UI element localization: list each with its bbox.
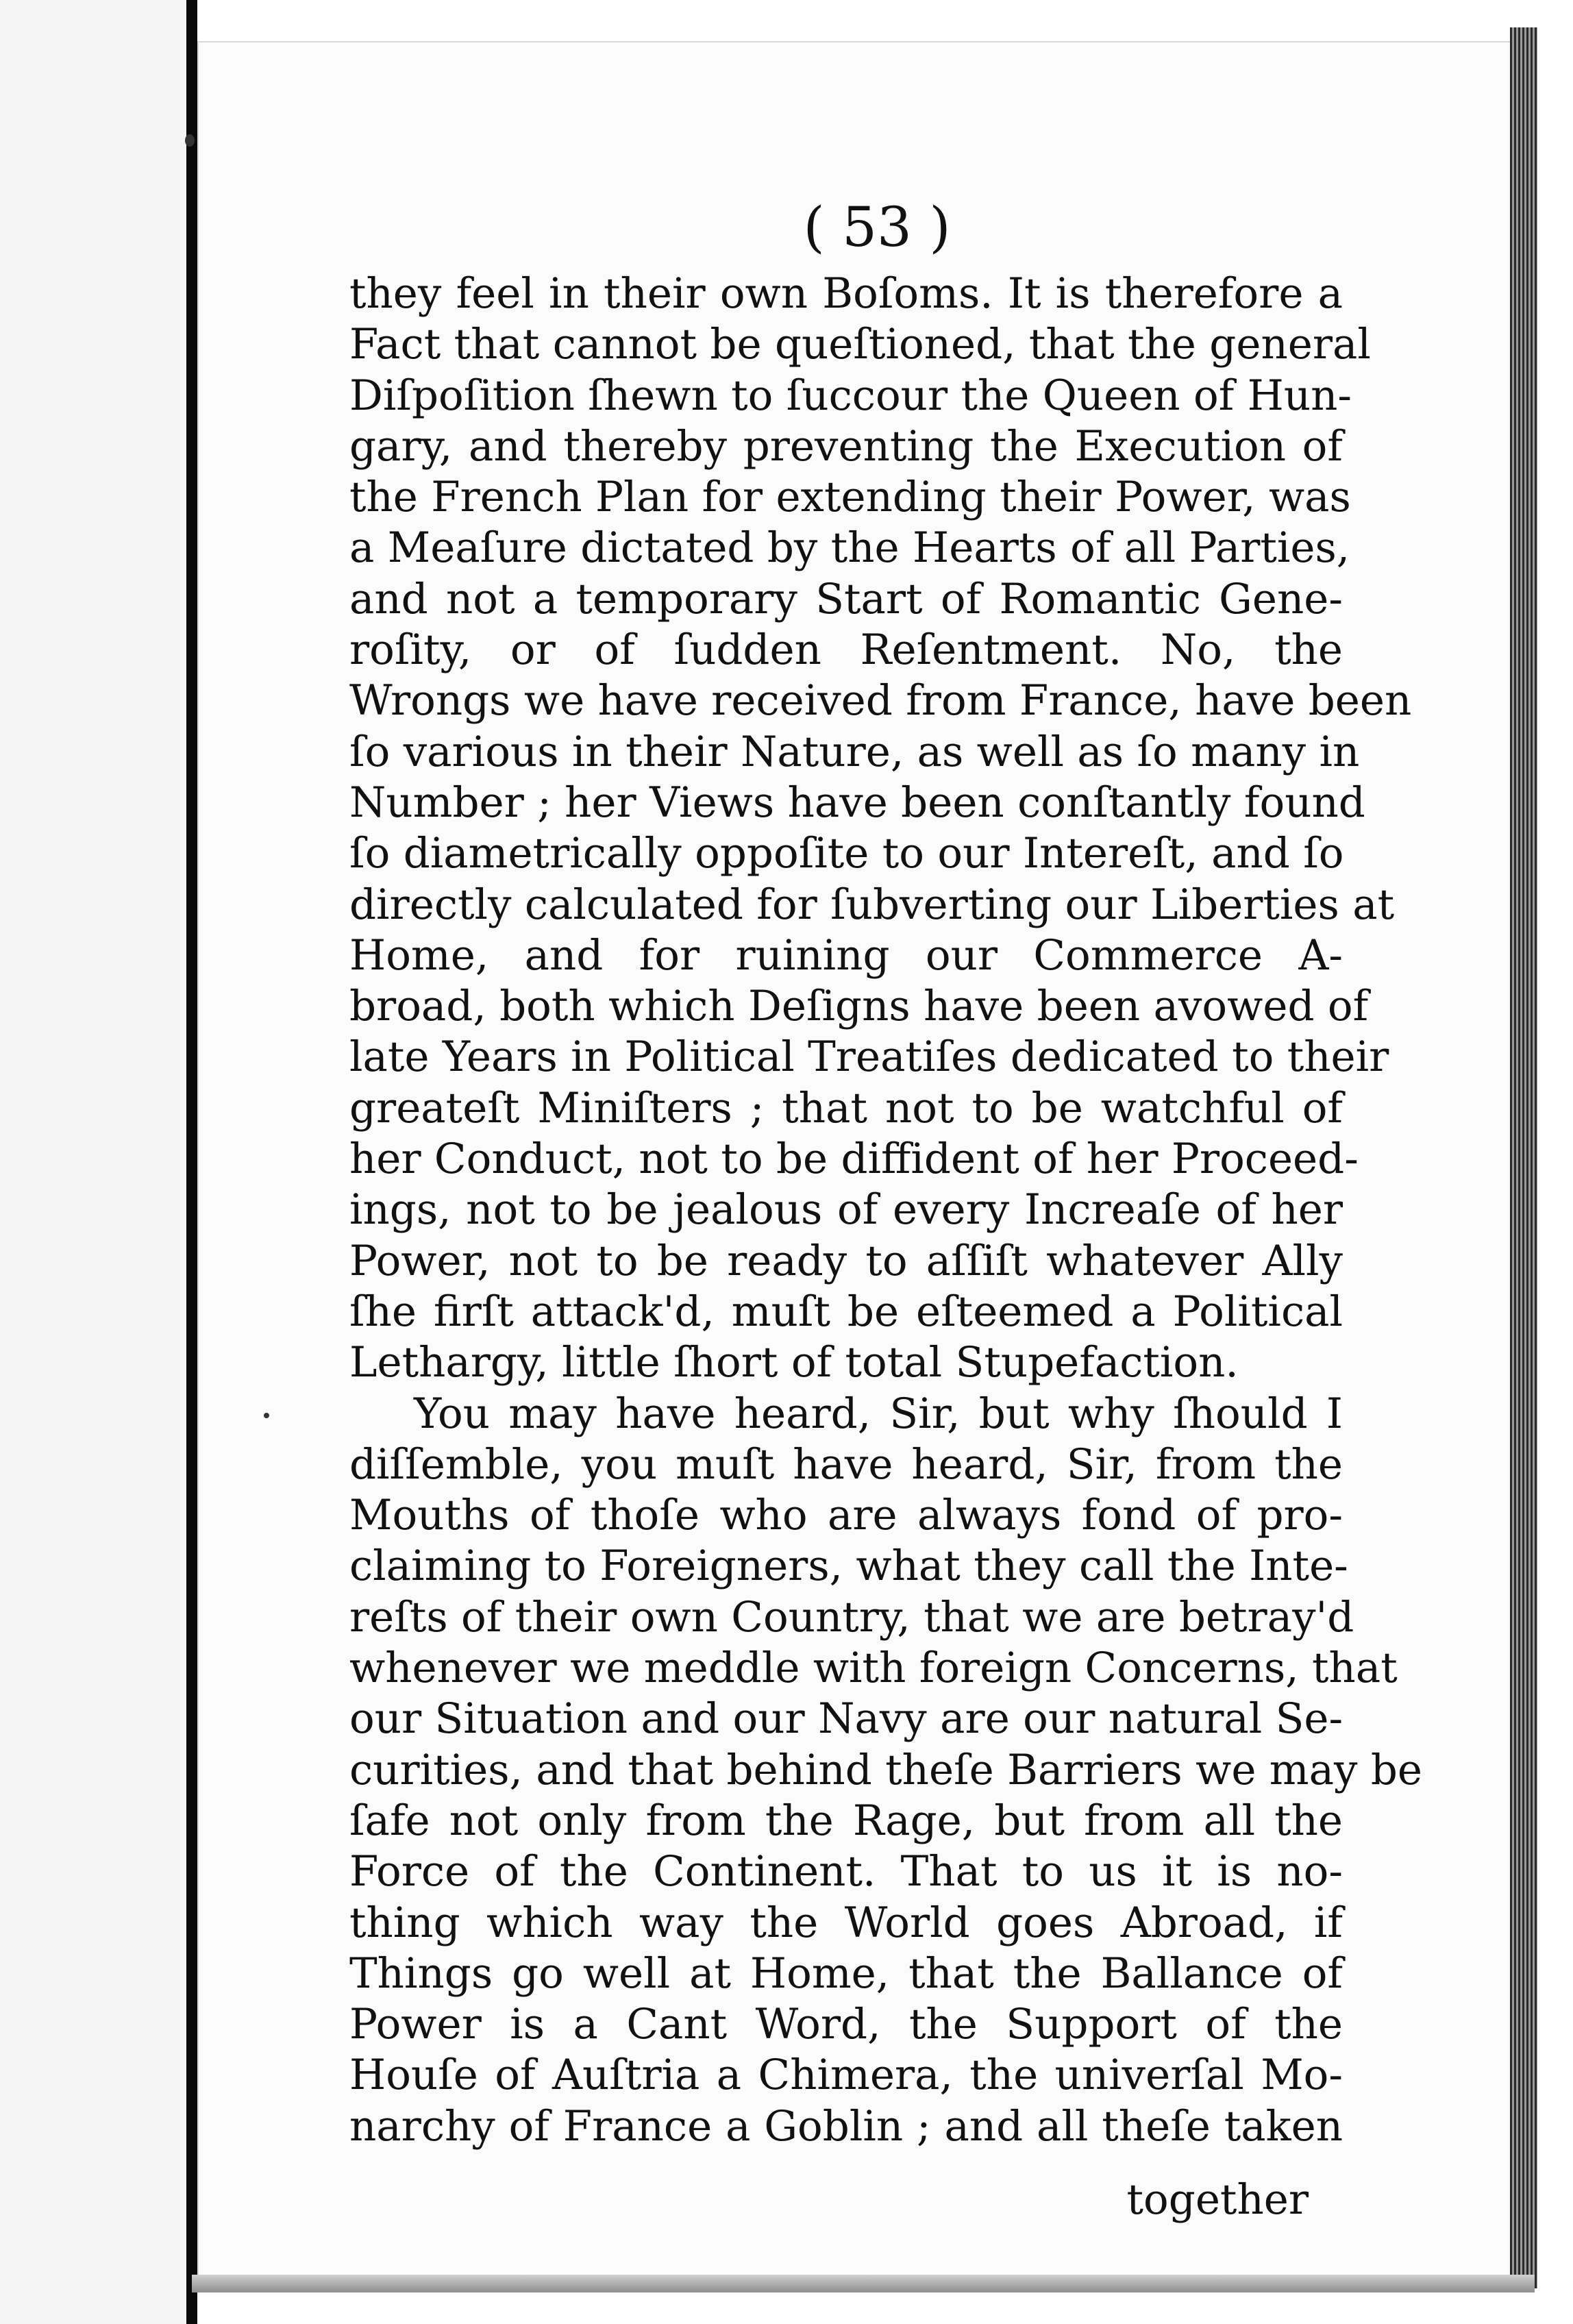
text-line: her Conduct, not to be diffident of her Proceed- (349, 1135, 1359, 1184)
text-line: roſity, or of ſudden Reſentment. No, the (349, 626, 1343, 675)
ink-speck (264, 1413, 269, 1418)
catchword: together (1126, 2175, 1309, 2224)
text-line: and not a temporary Start of Romantic Gene- (349, 574, 1343, 623)
page-block-edge (1510, 27, 1537, 2288)
text-line: Force of the Continent. That to us it is no- (349, 1847, 1343, 1896)
text-line: Fact that cannot be queſtioned, that the general (349, 320, 1371, 369)
text-line: the French Plan for extending their Power, was (349, 473, 1351, 522)
text-line: Houſe of Auſtria a Chimera, the univerſal Mo- (349, 2051, 1343, 2100)
text-line: You may have heard, Sir, but why ſhould I (414, 1389, 1343, 1438)
text-line: they feel in their own Boſoms. It is therefore a (349, 269, 1343, 318)
text-line: diſſemble, you muſt have heard, Sir, from the (349, 1439, 1343, 1489)
text-line: Home, and for ruining our Commerce A- (349, 930, 1343, 980)
text-line: curities, and that behind theſe Barriers we may be (349, 1745, 1423, 1794)
text-line: ſhe firſt attack'd, muſt be eſteemed a Political (349, 1287, 1343, 1336)
text-line: ſo various in their Nature, as well as ſo many in (349, 727, 1360, 776)
text-line: Number ; her Views have been conſtantly found (349, 778, 1365, 827)
text-line: ſafe not only from the Rage, but from all the (349, 1796, 1343, 1845)
text-line: Mouths of thoſe who are always fond of pro- (349, 1491, 1343, 1540)
text-line: claiming to Foreigners, what they call the Inte- (349, 1542, 1348, 1591)
body-text (349, 269, 1423, 2152)
text-line: ſo diametrically oppoſite to our Intereſt, and ſo (349, 829, 1344, 878)
text-line: greateſt Miniſters ; that not to be watchful of (349, 1083, 1343, 1133)
text-line: late Years in Political Treatiſes dedicated to their (349, 1033, 1389, 1082)
text-line: Wrongs we have received from France, have been (349, 676, 1412, 726)
text-line: thing which way the World goes Abroad, if (349, 1898, 1343, 1947)
text-line: Power, not to be ready to aſſiſt whatever Ally (349, 1236, 1343, 1285)
text-line: Power is a Cant Word, the Support of the (349, 2000, 1343, 2049)
text-line: narchy of France a Goblin ; and all theſe taken (349, 2101, 1343, 2151)
text-line: directly calculated for ſubverting our Liberties at (349, 880, 1395, 929)
book-gutter (186, 0, 197, 2324)
page-number: ( 53 ) (803, 195, 951, 259)
text-line: whenever we meddle with foreign Concerns, that (349, 1644, 1398, 1693)
text-line: gary, and thereby preventing the Execution of (349, 421, 1343, 471)
text-line: a Meaſure dictated by the Hearts of all Parties, (349, 523, 1350, 573)
text-line: reſts of their own Country, that we are betray'd (349, 1592, 1354, 1642)
previous-page-margin (0, 0, 189, 2324)
text-line: ings, not to be jealous of every Increaſe of her (349, 1185, 1343, 1235)
text-line: our Situation and our Navy are our natural Se- (349, 1694, 1343, 1744)
text-line: Lethargy, little ſhort of total Stupefaction. (349, 1338, 1239, 1387)
text-line: Things go well at Home, that the Ballance of (349, 1949, 1343, 1998)
page-bottom-edge (192, 2275, 1535, 2292)
ink-speck (185, 134, 195, 147)
text-line: broad, both which Deſigns have been avowed of (349, 982, 1369, 1031)
text-line: Diſpoſition ſhewn to ſuccour the Queen of Hun- (349, 371, 1352, 420)
